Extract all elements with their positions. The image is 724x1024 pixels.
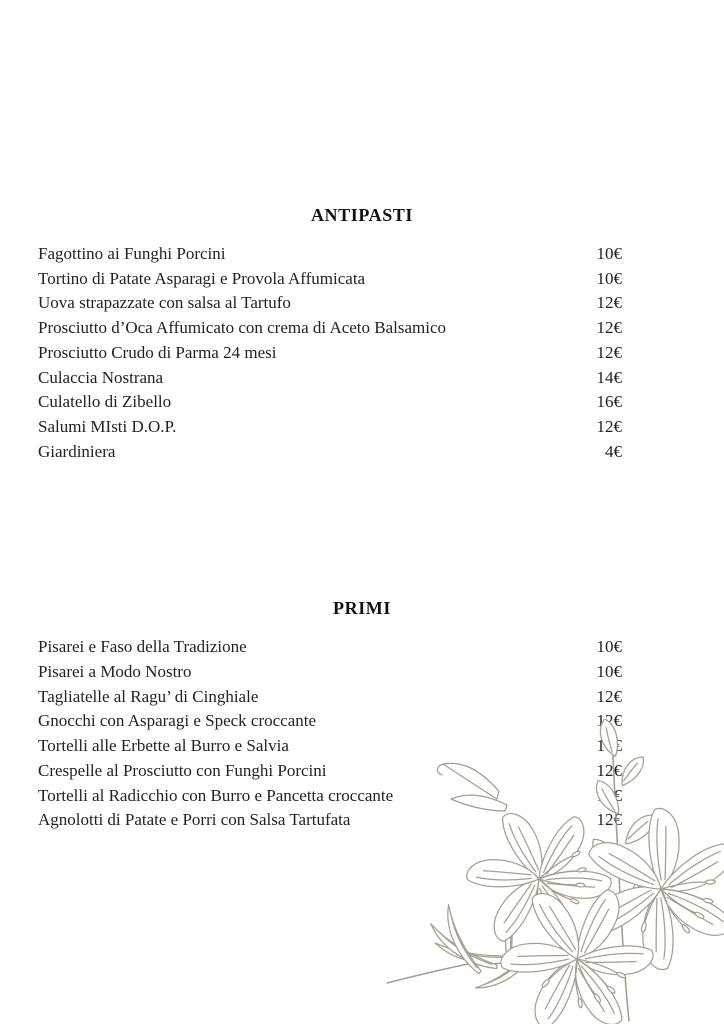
dish-name: Agnolotti di Patate e Porri con Salsa Tartufata bbox=[38, 810, 351, 830]
menu-item bbox=[0, 291, 724, 316]
section-items bbox=[0, 635, 724, 833]
dish-price: 10€ bbox=[596, 785, 622, 805]
dish-price: 16€ bbox=[596, 392, 622, 412]
section-title: PRIMI bbox=[333, 598, 391, 619]
menu-item bbox=[0, 242, 724, 267]
dish-price: 12€ bbox=[596, 318, 622, 338]
menu-section bbox=[0, 203, 724, 464]
menu-item bbox=[0, 759, 724, 784]
menu-item bbox=[0, 415, 724, 440]
dish-name: Tortelli alle Erbette al Burro e Salvia bbox=[38, 736, 289, 756]
dish-name: Tortelli al Radicchio con Burro e Pancetta croccante bbox=[38, 785, 394, 805]
menu-section bbox=[0, 596, 724, 833]
menu-item bbox=[0, 734, 724, 759]
section-items bbox=[0, 242, 724, 464]
menu-item bbox=[0, 784, 724, 809]
dish-price: 10€ bbox=[596, 268, 622, 288]
menu-item bbox=[0, 440, 724, 465]
dish-price: 12€ bbox=[596, 810, 622, 830]
dish-name: Culaccia Nostrana bbox=[38, 367, 164, 387]
dish-name: Crespelle al Prosciutto con Funghi Porcini bbox=[38, 760, 327, 780]
dish-name: Pisarei a Modo Nostro bbox=[38, 662, 192, 682]
leaf-branch bbox=[387, 902, 540, 1004]
menu-item bbox=[0, 709, 724, 734]
dish-price: 14€ bbox=[596, 367, 622, 387]
menu-item bbox=[0, 316, 724, 341]
dish-price: 12€ bbox=[596, 416, 622, 436]
menu-item bbox=[0, 341, 724, 366]
dish-name: Fagottino ai Funghi Porcini bbox=[38, 244, 226, 263]
dish-name: Prosciutto d’Oca Affumicato con crema di Aceto Balsamico bbox=[38, 318, 447, 338]
dish-name: Prosciutto Crudo di Parma 24 mesi bbox=[38, 342, 277, 362]
dish-name: Giardiniera bbox=[38, 441, 116, 461]
dish-price: 10€ bbox=[596, 637, 622, 657]
dish-name: Pisarei e Faso della Tradizione bbox=[38, 637, 247, 657]
section-title: ANTIPASTI bbox=[310, 205, 414, 225]
dish-price: 10€ bbox=[596, 244, 622, 263]
menu-item bbox=[0, 267, 724, 292]
dish-name: Salumi MIsti D.O.P. bbox=[38, 416, 177, 436]
dish-price: 10€ bbox=[596, 662, 622, 682]
lily-bloom-bottom bbox=[470, 852, 685, 1024]
dish-price: 12€ bbox=[596, 342, 622, 362]
menu-item bbox=[0, 390, 724, 415]
dish-price: 4€ bbox=[605, 441, 622, 461]
dish-name: Culatello di Zibello bbox=[38, 392, 172, 412]
dish-price: 12€ bbox=[596, 686, 622, 706]
dish-price: 12€ bbox=[596, 711, 622, 731]
menu-item bbox=[0, 635, 724, 660]
dish-price: 12€ bbox=[596, 760, 622, 780]
menu-item bbox=[0, 685, 724, 710]
dish-name: Uova strapazzate con salsa al Tartufo bbox=[38, 293, 291, 313]
menu-item bbox=[0, 660, 724, 685]
dish-name: Gnocchi con Asparagi e Speck croccante bbox=[38, 711, 317, 731]
dish-name: Tortino di Patate Asparagi e Provola Affumicata bbox=[38, 268, 366, 288]
menu-item bbox=[0, 366, 724, 391]
dish-name: Tagliatelle al Ragu’ di Cinghiale bbox=[38, 686, 259, 706]
menu-item bbox=[0, 808, 724, 833]
dish-price: 12€ bbox=[596, 293, 622, 313]
dish-price: 10€ bbox=[596, 736, 622, 756]
